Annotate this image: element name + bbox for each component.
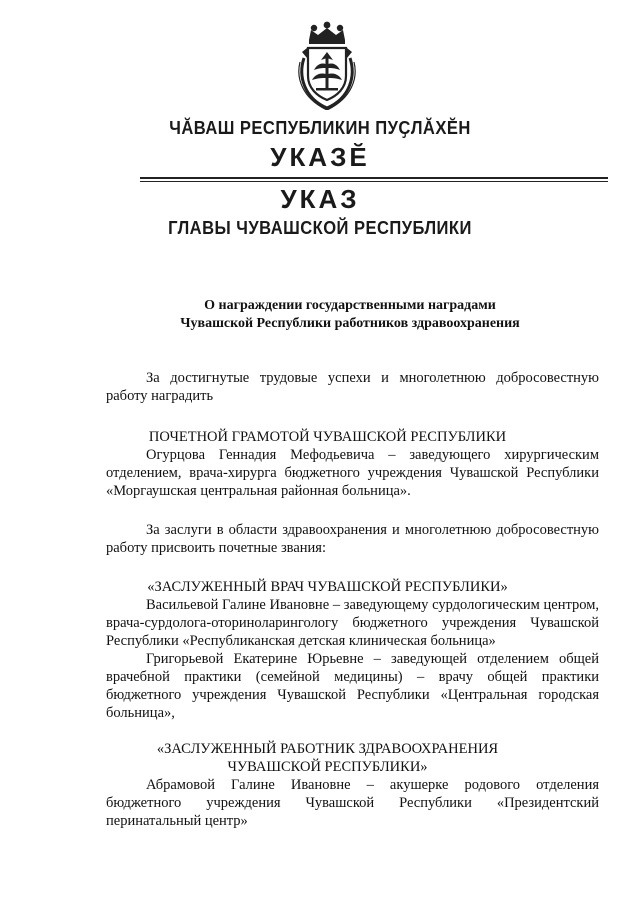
chuvash-header-line1: ЧӐВАШ РЕСПУБЛИКИН ПУҪЛӐХӖН — [169, 118, 471, 138]
award3-text: Абрамовой Галине Ивановне – акушерке родового отделения бюджетного учреждения Чувашской Республики «Президентский перинатальный центр» — [106, 777, 599, 829]
chuvash-header-ukaze: УКАЗӖ — [270, 142, 370, 172]
header-divider-thick — [140, 177, 608, 179]
award1-heading: ПОЧЕТНОЙ ГРАМОТОЙ ЧУВАШСКОЙ РЕСПУБЛИКИ — [148, 429, 507, 445]
document-title-line1: О награждении государственными наградами — [204, 298, 496, 313]
document-title-line2: Чувашской Республики работников здравоохранения — [180, 316, 520, 331]
award3-heading-line2: ЧУВАШСКОЙ РЕСПУБЛИКИ» — [227, 759, 428, 775]
award1-text: Огурцова Геннадия Мефодьевича – заведующего хирургическим отделением, врача-хирурга бюджетного учреждения Чувашской Республики «Моргаушская центральная районная больница». — [106, 447, 599, 499]
russian-header-line2: ГЛАВЫ ЧУВАШСКОЙ РЕСПУБЛИКИ — [168, 218, 472, 238]
award-section-2 — [106, 578, 599, 722]
award-section-1 — [106, 428, 599, 500]
award2-text2: Григорьевой Екатерине Юрьевне – заведующей отделением общей врачебной практики (семейной медицины) – врачу общей практики бюджетного учреждения Чувашской Республики «Центральная городская больница», — [106, 651, 599, 721]
header-divider-thin — [140, 181, 608, 182]
intro-text: За достигнутые трудовые успехи и многолетнюю добросовестную работу наградить — [106, 370, 599, 404]
intro2-text: За заслуги в области здравоохранения и многолетнюю добросовестную работу присвоить почетные звания: — [106, 522, 599, 556]
intro2-paragraph — [106, 521, 599, 557]
russian-header-ukaz: УКАЗ — [280, 184, 360, 214]
award2-text1: Васильевой Галине Ивановне – заведующему сурдологическим центром, врача-сурдолога-оториноларингологу бюджетного учреждения Чувашской Республики «Республиканская детская клиническая больница» — [106, 597, 599, 649]
award-section-3 — [106, 740, 599, 830]
intro-paragraph — [106, 369, 599, 405]
coat-of-arms-emblem — [292, 18, 362, 110]
award2-heading: «ЗАСЛУЖЕННЫЙ ВРАЧ ЧУВАШСКОЙ РЕСПУБЛИКИ» — [147, 579, 508, 595]
award3-heading-line1: «ЗАСЛУЖЕННЫЙ РАБОТНИК ЗДРАВООХРАНЕНИЯ — [156, 741, 499, 757]
